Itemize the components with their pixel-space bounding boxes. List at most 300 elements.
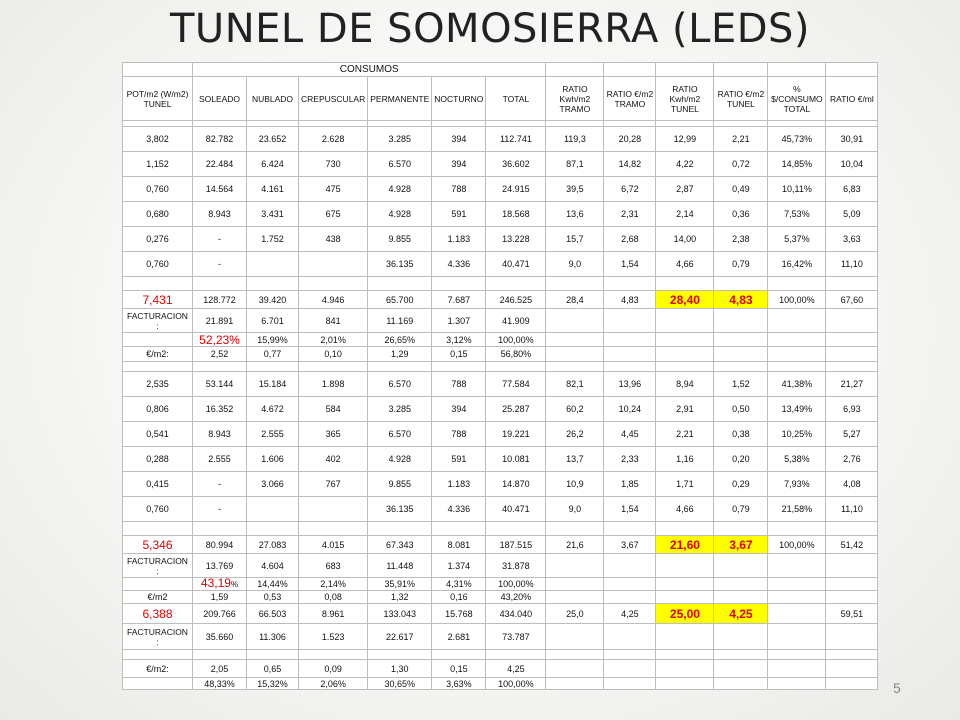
eur-label: €/m2: bbox=[123, 660, 193, 678]
table-cell: 5,27 bbox=[826, 422, 878, 447]
table-cell: 2.628 bbox=[299, 127, 368, 152]
column-header: % $/CONSUMO TOTAL bbox=[768, 77, 826, 121]
empty-cell bbox=[604, 63, 656, 77]
table-cell: 591 bbox=[432, 202, 486, 227]
table-cell: 13,7 bbox=[546, 447, 604, 472]
eur-cell: 1,59 bbox=[193, 591, 247, 604]
empty-cell bbox=[714, 309, 768, 333]
total-cell: 8.961 bbox=[299, 604, 368, 624]
table-cell: 7,93% bbox=[768, 472, 826, 497]
table-cell: 11,10 bbox=[826, 497, 878, 522]
table-cell: 16.352 bbox=[193, 397, 247, 422]
spacer-row bbox=[123, 522, 878, 536]
total-row bbox=[123, 604, 878, 624]
table-cell: 40.471 bbox=[486, 497, 546, 522]
empty-cell bbox=[826, 522, 878, 536]
table-cell: 87,1 bbox=[546, 152, 604, 177]
table-cell: 16,42% bbox=[768, 252, 826, 277]
empty-cell bbox=[826, 277, 878, 291]
empty-cell bbox=[768, 333, 826, 347]
data-row bbox=[123, 177, 878, 202]
total-cell: 187.515 bbox=[486, 536, 546, 554]
empty-cell bbox=[826, 333, 878, 347]
eur-cell: 4,25 bbox=[486, 660, 546, 678]
table-cell: 730 bbox=[299, 152, 368, 177]
table-cell: 365 bbox=[299, 422, 368, 447]
total-cell: 67.343 bbox=[368, 536, 432, 554]
table-cell: 0,38 bbox=[714, 422, 768, 447]
empty-cell bbox=[768, 650, 826, 660]
table-cell: 394 bbox=[432, 152, 486, 177]
empty-cell bbox=[546, 624, 604, 650]
data-row bbox=[123, 397, 878, 422]
table-cell: 4.928 bbox=[368, 447, 432, 472]
empty-cell bbox=[826, 309, 878, 333]
slide-number: 5 bbox=[893, 680, 901, 696]
facturacion-cell: 21.891 bbox=[193, 309, 247, 333]
table-cell: 2,14 bbox=[656, 202, 714, 227]
table-cell: 36.135 bbox=[368, 252, 432, 277]
table-cell: 0,72 bbox=[714, 152, 768, 177]
empty-cell bbox=[714, 362, 768, 372]
percent-cell: 15,99% bbox=[247, 333, 299, 347]
table-cell: 21,27 bbox=[826, 372, 878, 397]
table-cell: 3.285 bbox=[368, 127, 432, 152]
table-cell: 3,63 bbox=[826, 227, 878, 252]
table-cell: 0,541 bbox=[123, 422, 193, 447]
empty-cell bbox=[604, 591, 656, 604]
empty-cell bbox=[432, 362, 486, 372]
table-cell: 82.782 bbox=[193, 127, 247, 152]
empty-cell bbox=[768, 309, 826, 333]
data-row bbox=[123, 497, 878, 522]
table-cell: 8,94 bbox=[656, 372, 714, 397]
total-cell: 434.040 bbox=[486, 604, 546, 624]
empty-cell bbox=[826, 624, 878, 650]
empty-cell bbox=[604, 554, 656, 578]
table-cell: 1,85 bbox=[604, 472, 656, 497]
total-cell: 209.766 bbox=[193, 604, 247, 624]
empty-cell bbox=[123, 650, 193, 660]
empty-cell bbox=[826, 678, 878, 690]
table-cell: 14.870 bbox=[486, 472, 546, 497]
total-cell: 3,67 bbox=[714, 536, 768, 554]
facturacion-cell: 35.660 bbox=[193, 624, 247, 650]
table-cell: 0,36 bbox=[714, 202, 768, 227]
empty-cell bbox=[768, 660, 826, 678]
facturacion-cell: 11.306 bbox=[247, 624, 299, 650]
empty-cell bbox=[299, 277, 368, 291]
eur-cell: 0,16 bbox=[432, 591, 486, 604]
table-cell: 2,91 bbox=[656, 397, 714, 422]
percent-main bbox=[193, 578, 247, 591]
table-cell: 402 bbox=[299, 447, 368, 472]
total-cell: 80.994 bbox=[193, 536, 247, 554]
facturacion-label: FACTURACION : bbox=[123, 624, 193, 650]
facturacion-cell: 22.617 bbox=[368, 624, 432, 650]
total-cell: 25,00 bbox=[656, 604, 714, 624]
table-cell: 0,276 bbox=[123, 227, 193, 252]
table-cell: 22.484 bbox=[193, 152, 247, 177]
table-cell: 10,25% bbox=[768, 422, 826, 447]
table-cell: 394 bbox=[432, 127, 486, 152]
facturacion-row bbox=[123, 554, 878, 578]
percent-cell: 3,63% bbox=[432, 678, 486, 690]
table-cell: 15.184 bbox=[247, 372, 299, 397]
table-cell: 20,28 bbox=[604, 127, 656, 152]
empty-cell bbox=[123, 522, 193, 536]
table-cell: 1,52 bbox=[714, 372, 768, 397]
empty-cell bbox=[123, 277, 193, 291]
eur-row bbox=[123, 591, 878, 604]
table-cell: 36.135 bbox=[368, 497, 432, 522]
empty-cell bbox=[714, 63, 768, 77]
slide-title: TUNEL DE SOMOSIERRA (LEDS) bbox=[169, 6, 811, 52]
empty-cell bbox=[768, 591, 826, 604]
table-cell: 30,91 bbox=[826, 127, 878, 152]
table-cell: 39,5 bbox=[546, 177, 604, 202]
percent-cell: 48,33% bbox=[193, 678, 247, 690]
empty-cell bbox=[768, 63, 826, 77]
table-cell: 77.584 bbox=[486, 372, 546, 397]
total-cell: 4,83 bbox=[714, 291, 768, 309]
facturacion-cell: 11.169 bbox=[368, 309, 432, 333]
empty-cell bbox=[546, 333, 604, 347]
table-cell: 2,68 bbox=[604, 227, 656, 252]
empty-cell bbox=[714, 624, 768, 650]
empty-cell bbox=[656, 522, 714, 536]
empty-cell bbox=[714, 522, 768, 536]
total-cell: 21,6 bbox=[546, 536, 604, 554]
table-cell: 60,2 bbox=[546, 397, 604, 422]
empty-cell bbox=[546, 678, 604, 690]
table-cell: 3.285 bbox=[368, 397, 432, 422]
table-cell: 3.066 bbox=[247, 472, 299, 497]
empty-cell bbox=[193, 650, 247, 660]
table-cell: 18.568 bbox=[486, 202, 546, 227]
eur-row bbox=[123, 660, 878, 678]
table-cell: 767 bbox=[299, 472, 368, 497]
empty-cell bbox=[604, 309, 656, 333]
empty-cell bbox=[656, 624, 714, 650]
table-cell: 6.570 bbox=[368, 152, 432, 177]
empty-cell bbox=[247, 362, 299, 372]
empty-cell bbox=[714, 591, 768, 604]
facturacion-cell: 4.604 bbox=[247, 554, 299, 578]
empty-cell bbox=[826, 578, 878, 591]
table-cell: - bbox=[193, 252, 247, 277]
total-cell: 4.015 bbox=[299, 536, 368, 554]
empty-cell bbox=[546, 522, 604, 536]
total-cell: 27.083 bbox=[247, 536, 299, 554]
facturacion-label: FACTURACION : bbox=[123, 554, 193, 578]
total-cell: 28,40 bbox=[656, 291, 714, 309]
data-row bbox=[123, 152, 878, 177]
empty-cell bbox=[714, 277, 768, 291]
percent-row bbox=[123, 333, 878, 347]
table-cell: 0,79 bbox=[714, 252, 768, 277]
empty-cell bbox=[656, 678, 714, 690]
table-cell: 2.555 bbox=[247, 422, 299, 447]
data-row bbox=[123, 202, 878, 227]
table-cell: 14,00 bbox=[656, 227, 714, 252]
table-cell: 1,71 bbox=[656, 472, 714, 497]
data-row bbox=[123, 127, 878, 152]
total-cell: 8.081 bbox=[432, 536, 486, 554]
empty-cell bbox=[604, 277, 656, 291]
eur-label: €/m2 bbox=[123, 591, 193, 604]
table-cell: - bbox=[193, 472, 247, 497]
table-cell: 0,50 bbox=[714, 397, 768, 422]
total-cell: 100,00% bbox=[768, 291, 826, 309]
table-cell: 8.943 bbox=[193, 202, 247, 227]
empty-cell bbox=[656, 578, 714, 591]
empty-cell bbox=[826, 362, 878, 372]
empty-cell bbox=[656, 333, 714, 347]
table-cell: 13,6 bbox=[546, 202, 604, 227]
column-header: RATIO Kwh/m2 TUNEL bbox=[656, 77, 714, 121]
table-cell: 2,21 bbox=[656, 422, 714, 447]
eur-label: €/m2: bbox=[123, 347, 193, 362]
table-cell: 119,3 bbox=[546, 127, 604, 152]
table-cell: 10,24 bbox=[604, 397, 656, 422]
table-cell: 41,38% bbox=[768, 372, 826, 397]
empty-cell bbox=[768, 624, 826, 650]
data-row bbox=[123, 447, 878, 472]
table-cell: 6,83 bbox=[826, 177, 878, 202]
percent-cell: 100,00% bbox=[486, 678, 546, 690]
percent-row bbox=[123, 678, 878, 690]
empty-cell bbox=[546, 578, 604, 591]
facturacion-cell: 683 bbox=[299, 554, 368, 578]
header-group-row bbox=[123, 63, 878, 77]
table-cell: 1.752 bbox=[247, 227, 299, 252]
empty-cell bbox=[656, 591, 714, 604]
total-cell: 65.700 bbox=[368, 291, 432, 309]
empty-cell bbox=[546, 554, 604, 578]
column-header: TOTAL bbox=[486, 77, 546, 121]
facturacion-cell: 1.523 bbox=[299, 624, 368, 650]
table-cell: 1,54 bbox=[604, 252, 656, 277]
column-header: NUBLADO bbox=[247, 77, 299, 121]
table-cell: 0,806 bbox=[123, 397, 193, 422]
table-cell: 1,54 bbox=[604, 497, 656, 522]
table-cell bbox=[247, 252, 299, 277]
data-row bbox=[123, 472, 878, 497]
empty-cell bbox=[368, 362, 432, 372]
table-cell: 13.228 bbox=[486, 227, 546, 252]
empty-cell bbox=[656, 347, 714, 362]
table-cell: 591 bbox=[432, 447, 486, 472]
table-cell: 4.161 bbox=[247, 177, 299, 202]
empty-cell bbox=[656, 309, 714, 333]
table-cell: 25.287 bbox=[486, 397, 546, 422]
table-cell: 14,85% bbox=[768, 152, 826, 177]
table-cell: 45,73% bbox=[768, 127, 826, 152]
data-row bbox=[123, 227, 878, 252]
empty-cell bbox=[604, 660, 656, 678]
table-cell: 14.564 bbox=[193, 177, 247, 202]
total-cell: 25,0 bbox=[546, 604, 604, 624]
eur-cell: 43,20% bbox=[486, 591, 546, 604]
empty-cell bbox=[299, 522, 368, 536]
table-cell: 2,76 bbox=[826, 447, 878, 472]
table-cell: 4.336 bbox=[432, 252, 486, 277]
total-cell: 4,25 bbox=[714, 604, 768, 624]
percent-main-value: 43,19 bbox=[200, 577, 231, 590]
empty-cell bbox=[123, 333, 193, 347]
consumption-table bbox=[122, 62, 878, 690]
empty-cell bbox=[768, 678, 826, 690]
empty-cell bbox=[546, 362, 604, 372]
table-cell: 0,680 bbox=[123, 202, 193, 227]
empty-cell bbox=[826, 347, 878, 362]
total-row bbox=[123, 536, 878, 554]
table-cell: 1.898 bbox=[299, 372, 368, 397]
empty-cell bbox=[368, 277, 432, 291]
facturacion-cell: 841 bbox=[299, 309, 368, 333]
empty-cell bbox=[486, 277, 546, 291]
facturacion-cell: 11.448 bbox=[368, 554, 432, 578]
table-cell: 788 bbox=[432, 422, 486, 447]
table-cell: 82,1 bbox=[546, 372, 604, 397]
empty-cell bbox=[486, 362, 546, 372]
total-cell: 4.946 bbox=[299, 291, 368, 309]
empty-cell bbox=[604, 333, 656, 347]
table-cell: 2,31 bbox=[604, 202, 656, 227]
table-cell: 4,22 bbox=[656, 152, 714, 177]
eur-cell: 0,09 bbox=[299, 660, 368, 678]
column-header: NOCTURNO bbox=[432, 77, 486, 121]
empty-cell bbox=[714, 660, 768, 678]
total-power: 5,346 bbox=[123, 536, 193, 554]
table-cell: 36.602 bbox=[486, 152, 546, 177]
empty-cell bbox=[604, 347, 656, 362]
total-cell: 59,51 bbox=[826, 604, 878, 624]
table-cell: 13,49% bbox=[768, 397, 826, 422]
empty-cell bbox=[656, 277, 714, 291]
column-header: RATIO €/m2 TRAMO bbox=[604, 77, 656, 121]
table-cell: 9,0 bbox=[546, 497, 604, 522]
empty-cell bbox=[714, 333, 768, 347]
table-cell: 0,760 bbox=[123, 252, 193, 277]
table-cell: 0,49 bbox=[714, 177, 768, 202]
table-cell: 112.741 bbox=[486, 127, 546, 152]
table-cell: 0,29 bbox=[714, 472, 768, 497]
table-cell: 26,2 bbox=[546, 422, 604, 447]
facturacion-cell: 73.787 bbox=[486, 624, 546, 650]
percent-cell: 100,00% bbox=[486, 333, 546, 347]
empty-cell bbox=[714, 678, 768, 690]
percent-cell: 15,32% bbox=[247, 678, 299, 690]
table-cell: 5,37% bbox=[768, 227, 826, 252]
facturacion-cell: 1.374 bbox=[432, 554, 486, 578]
table-cell: 4.928 bbox=[368, 177, 432, 202]
column-header: CREPUSCULAR bbox=[299, 77, 368, 121]
empty-cell bbox=[432, 522, 486, 536]
empty-cell bbox=[193, 522, 247, 536]
table-cell: 675 bbox=[299, 202, 368, 227]
table-cell: 394 bbox=[432, 397, 486, 422]
column-header-row bbox=[123, 77, 878, 121]
table-cell: 2,38 bbox=[714, 227, 768, 252]
total-cell: 51,42 bbox=[826, 536, 878, 554]
table-cell: 4,45 bbox=[604, 422, 656, 447]
empty-cell bbox=[546, 650, 604, 660]
empty-cell bbox=[826, 63, 878, 77]
facturacion-row bbox=[123, 309, 878, 333]
empty-cell bbox=[546, 591, 604, 604]
eur-cell: 2,05 bbox=[193, 660, 247, 678]
empty-cell bbox=[432, 650, 486, 660]
table-cell: 6.570 bbox=[368, 422, 432, 447]
table-cell: 3.431 bbox=[247, 202, 299, 227]
table-cell: 2,87 bbox=[656, 177, 714, 202]
table-cell: 15,7 bbox=[546, 227, 604, 252]
empty-cell bbox=[247, 650, 299, 660]
empty-cell bbox=[604, 678, 656, 690]
empty-cell bbox=[604, 578, 656, 591]
empty-cell bbox=[123, 362, 193, 372]
empty-cell bbox=[768, 578, 826, 591]
total-cell: 21,60 bbox=[656, 536, 714, 554]
spacer-row bbox=[123, 362, 878, 372]
empty-cell bbox=[193, 362, 247, 372]
table-cell: 0,288 bbox=[123, 447, 193, 472]
empty-cell bbox=[656, 362, 714, 372]
table-cell: 438 bbox=[299, 227, 368, 252]
empty-cell bbox=[826, 660, 878, 678]
percent-suffix: % bbox=[230, 580, 239, 589]
spacer-row bbox=[123, 650, 878, 660]
empty-cell bbox=[368, 650, 432, 660]
total-cell: 67,60 bbox=[826, 291, 878, 309]
total-cell: 3,67 bbox=[604, 536, 656, 554]
spacer-row bbox=[123, 277, 878, 291]
facturacion-cell: 41.909 bbox=[486, 309, 546, 333]
table-cell: 0,760 bbox=[123, 177, 193, 202]
table-cell: 10.081 bbox=[486, 447, 546, 472]
empty-cell bbox=[656, 554, 714, 578]
empty-cell bbox=[299, 362, 368, 372]
data-row bbox=[123, 422, 878, 447]
empty-cell bbox=[714, 554, 768, 578]
table-cell: 10,11% bbox=[768, 177, 826, 202]
table-cell: 6,93 bbox=[826, 397, 878, 422]
empty-cell bbox=[714, 347, 768, 362]
total-cell: 28,4 bbox=[546, 291, 604, 309]
table-cell bbox=[299, 252, 368, 277]
facturacion-row bbox=[123, 624, 878, 650]
table-cell: 19.221 bbox=[486, 422, 546, 447]
table-cell: 788 bbox=[432, 177, 486, 202]
empty-cell bbox=[368, 522, 432, 536]
total-row bbox=[123, 291, 878, 309]
table-cell: 9.855 bbox=[368, 472, 432, 497]
facturacion-cell: 6.701 bbox=[247, 309, 299, 333]
column-header: RATIO €/m2 TUNEL bbox=[714, 77, 768, 121]
table-cell: 2.555 bbox=[193, 447, 247, 472]
table-cell: 0,20 bbox=[714, 447, 768, 472]
empty-cell bbox=[604, 650, 656, 660]
table-cell: 10,9 bbox=[546, 472, 604, 497]
table-cell: 21,58% bbox=[768, 497, 826, 522]
eur-cell: 0,15 bbox=[432, 347, 486, 362]
empty-cell bbox=[247, 522, 299, 536]
total-cell: 4,25 bbox=[604, 604, 656, 624]
eur-cell: 0,08 bbox=[299, 591, 368, 604]
facturacion-cell: 2.681 bbox=[432, 624, 486, 650]
